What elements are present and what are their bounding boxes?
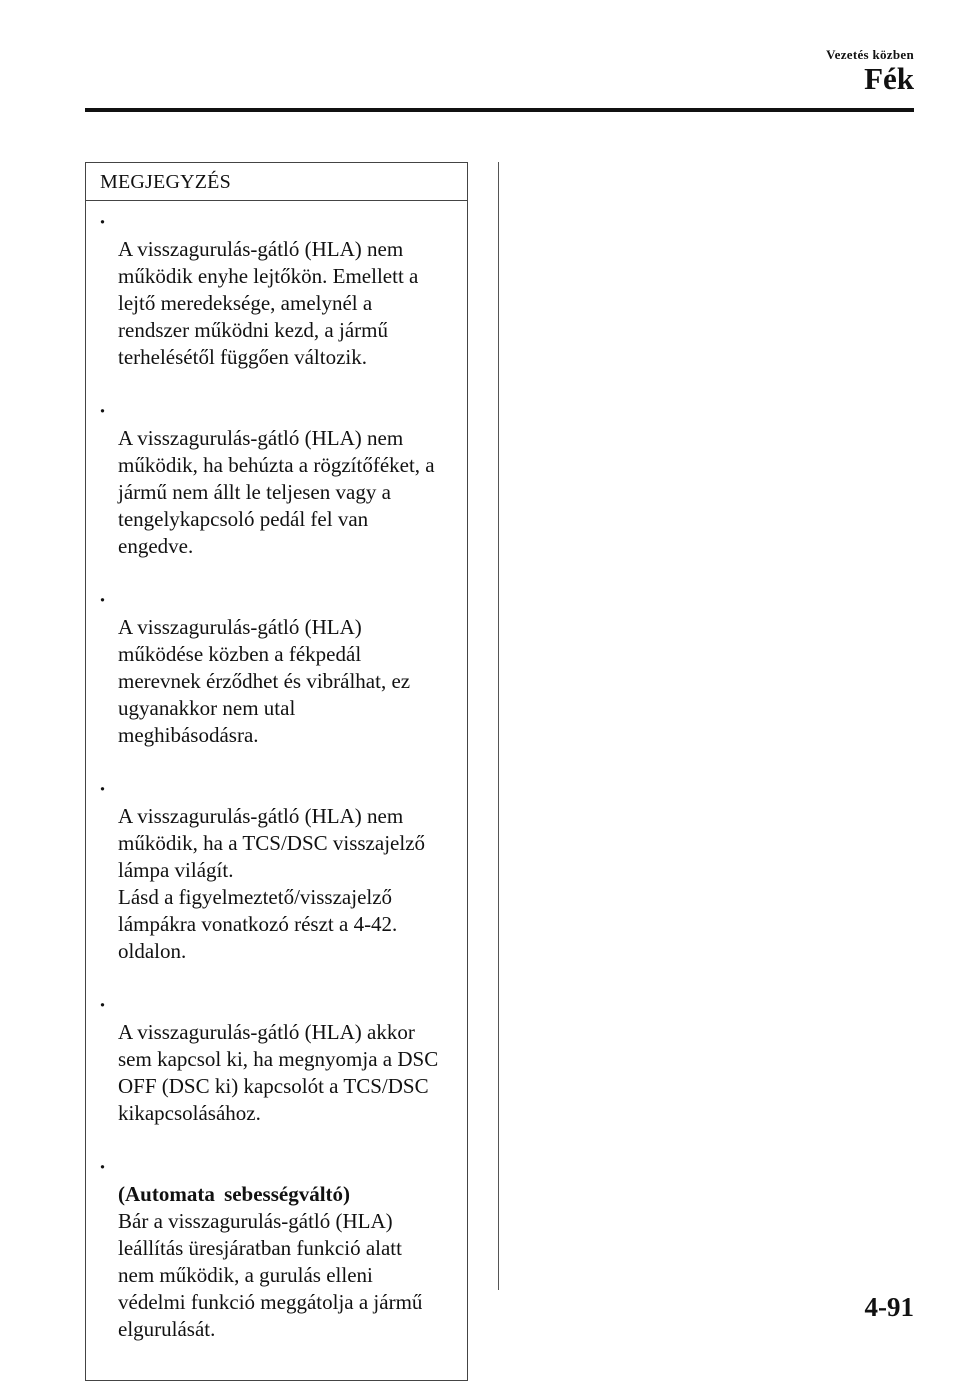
note-item-text: · A visszagurulás-gátló (HLA) nem működik, ha behúzta a rögzítőféket, a jármű nem állt le teljesen vagy a tengelykapcsoló pedál fel van engedve. [118,426,435,558]
note-item [86,1154,461,1370]
header-rule [85,108,914,112]
note-item-text: · A visszagurulás-gátló (HLA) nem működik enyhe lejtőkön. Emellett a lejtő meredeksége, amelynél a rendszer működni kezd, a jármű terhelésétől függően változik. [118,237,419,369]
note-item [86,776,461,992]
note-item-text: · A visszagurulás-gátló (HLA) akkor sem kapcsol ki, ha megnyomja a DSC OFF (DSC ki) kapcsolót a TCS/DSC kikapcsolásához. [118,1020,439,1125]
note-item-text: · A visszagurulás-gátló (HLA) nem működik, ha a TCS/DSC visszajelző lámpa világít. Lásd a figyelmeztető/visszajelző lámpákra vonatkozó részt a 4-42. oldalon. [118,804,426,963]
note-box [85,162,468,1381]
page-number: 4-91 [864,1292,914,1322]
note-item [86,587,461,776]
note-item [86,398,461,587]
note-item-text: Bár a visszagurulás-gátló (HLA) leállítás üresjáratban funkció alatt nem működik, a gurulás elleni védelmi funkció meggátolja a jármű elgurulását. [118,1209,423,1341]
note-item [86,992,461,1154]
note-heading: MEGJEGYZÉS [86,163,467,201]
page-title: Fék [864,61,914,96]
note-item-text: · A visszagurulás-gátló (HLA) működése közben a fékpedál merevnek érződhet és vibrálhat, ez ugyanakkor nem utal meghibásodásra. [118,615,411,747]
section-name: Vezetés közben [826,47,914,62]
column-divider [498,162,499,1290]
note-item-subheading: (Automata sebességváltó) [118,1182,351,1206]
note-item [86,209,461,398]
note-list [86,201,467,1380]
